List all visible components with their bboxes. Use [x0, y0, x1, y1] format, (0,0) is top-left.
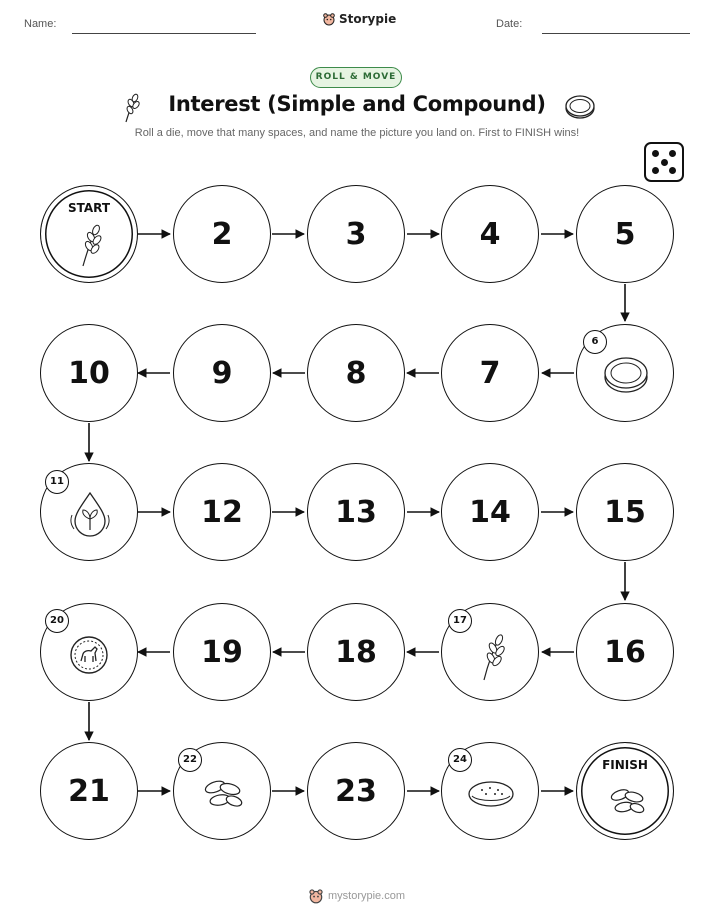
space-number: 2: [211, 216, 233, 252]
board-space[interactable]: [40, 324, 138, 422]
space-number: 8: [345, 355, 367, 391]
seeds-icon: [607, 785, 647, 817]
space-number-badge: 20: [45, 609, 69, 633]
flatbread-icon: [466, 777, 516, 809]
date-label: Date:: [496, 18, 523, 30]
storypie-mascot-icon: [308, 888, 324, 904]
space-number-badge: 22: [178, 748, 202, 772]
name-label: Name:: [24, 18, 57, 30]
space-number: 23: [335, 773, 377, 809]
board-space[interactable]: [173, 185, 271, 283]
horse-coin-icon: [68, 634, 110, 676]
space-number-badge: 17: [448, 609, 472, 633]
space-number-badge: 24: [448, 748, 472, 772]
space-number: 19: [201, 634, 243, 670]
seeds-icon: [200, 775, 246, 811]
board-space[interactable]: [307, 603, 405, 701]
footer-url[interactable]: mystorypie.com: [328, 890, 406, 902]
instructions: Roll a die, move that many spaces, and name the picture you land on. First to FINISH wins!: [134, 127, 580, 139]
board-space[interactable]: [576, 185, 674, 283]
board-space-finish[interactable]: [576, 742, 674, 840]
activity-badge: ROLL & MOVE: [310, 67, 402, 88]
space-number: 3: [345, 216, 367, 252]
coin-icon: [601, 353, 651, 395]
space-number: 14: [469, 494, 511, 530]
board-space[interactable]: [576, 603, 674, 701]
board-space-start[interactable]: [40, 185, 138, 283]
space-number: 9: [211, 355, 233, 391]
space-number: 5: [614, 216, 636, 252]
board-space[interactable]: [576, 463, 674, 561]
space-number: 10: [68, 355, 110, 391]
board-space[interactable]: [441, 185, 539, 283]
start-label: START: [67, 201, 111, 215]
space-number: 16: [604, 634, 646, 670]
board-space[interactable]: [307, 463, 405, 561]
space-number: 12: [201, 494, 243, 530]
finish-label: FINISH: [602, 758, 648, 772]
board-space[interactable]: [173, 463, 271, 561]
space-number: 13: [335, 494, 377, 530]
board-space[interactable]: [40, 742, 138, 840]
space-number: 4: [479, 216, 501, 252]
space-number: 7: [479, 355, 501, 391]
board-space[interactable]: [307, 742, 405, 840]
board-space[interactable]: [173, 603, 271, 701]
wheat-icon: [478, 630, 506, 682]
board-space[interactable]: [441, 463, 539, 561]
brand-name: Storypie: [339, 12, 397, 26]
space-number: 18: [335, 634, 377, 670]
space-number-badge: 11: [45, 470, 69, 494]
wheat-icon: [77, 220, 103, 268]
space-number-badge: 6: [583, 330, 607, 354]
footer: [308, 888, 405, 904]
board-space[interactable]: [307, 324, 405, 422]
board-space[interactable]: [173, 324, 271, 422]
board-space[interactable]: [307, 185, 405, 283]
page-title: Interest (Simple and Compound): [168, 92, 546, 116]
space-number: 15: [604, 494, 646, 530]
board-space[interactable]: [441, 324, 539, 422]
space-number: 21: [68, 773, 110, 809]
seed-drop-icon: [69, 490, 111, 538]
